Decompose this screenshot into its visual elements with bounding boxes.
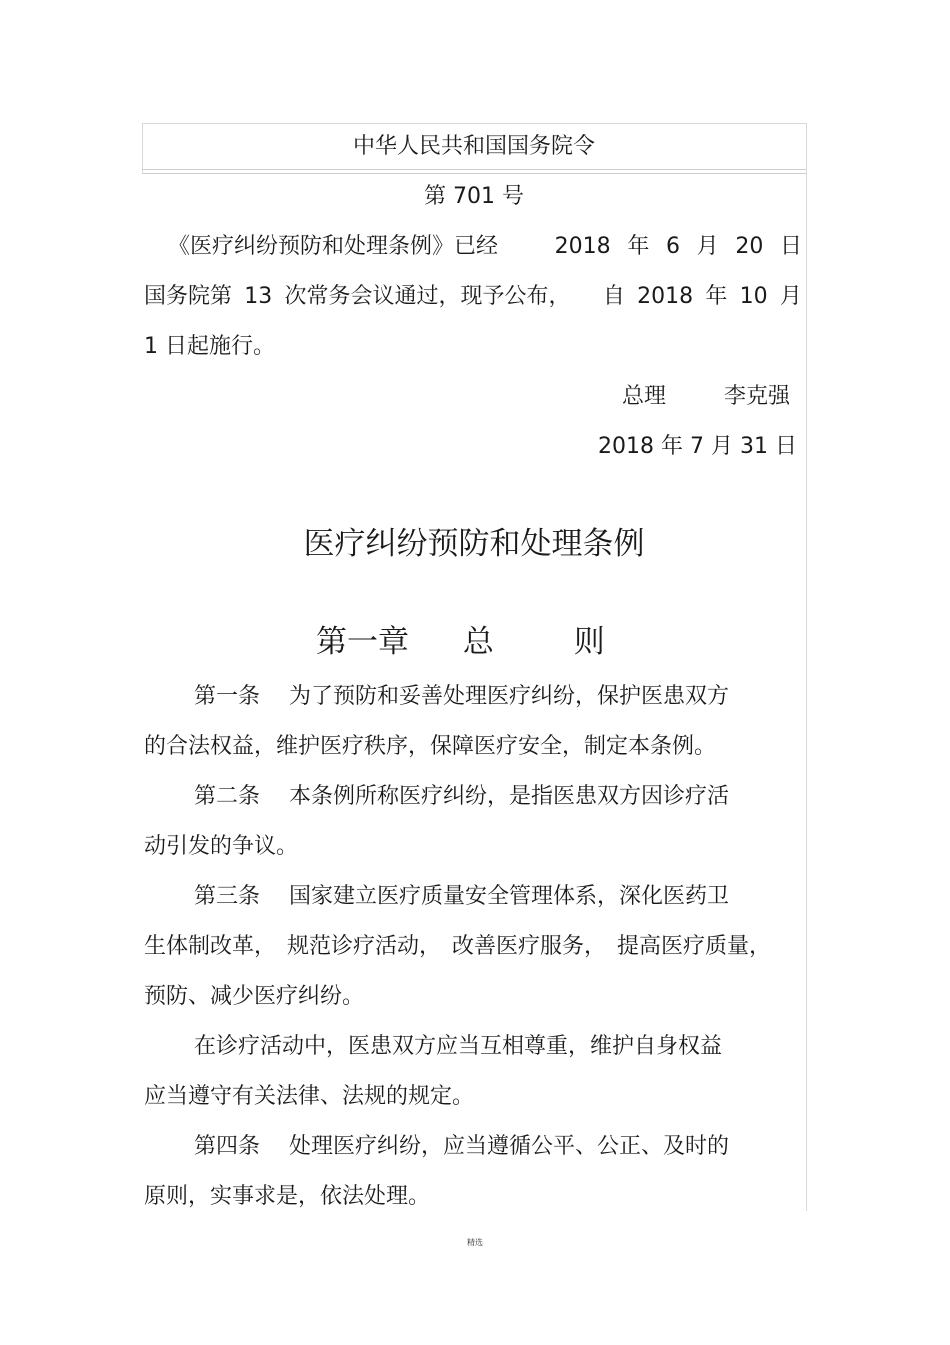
header-double-rule — [142, 169, 806, 174]
chapter-title-char: 总 — [462, 624, 494, 660]
order-line-1-part: 月 — [696, 234, 719, 259]
order-line-1-part: 《医疗纠纷预防和处理条例》已经 — [168, 234, 499, 259]
order-header: 中华人民共和国国务院令 — [352, 134, 595, 159]
page-footer: 精选 — [467, 1238, 483, 1247]
article-line: 预防、减少医疗纠纷。 — [144, 984, 365, 1009]
chapter-heading — [316, 620, 605, 664]
order-line-2-part: 月 — [779, 284, 802, 309]
order-line-1-part: 2018 — [554, 234, 611, 259]
premier-title: 总理 — [622, 384, 667, 409]
order-line-2-part: 次常务会议通过，现予公布， — [284, 284, 571, 309]
order-line-1-part: 20 — [735, 234, 764, 259]
chapter-number: 第一章 — [316, 624, 409, 660]
order-line-1 — [168, 232, 802, 262]
order-line-2-part: 国务院第 — [144, 284, 233, 309]
order-line-2-part: 10 — [739, 284, 768, 309]
article-line: 在诊疗活动中，医患双方应当互相尊重，维护自身权益 — [194, 1034, 723, 1059]
order-line-1-part: 日 — [779, 234, 802, 259]
article-line: 应当遵守有关法律、法规的规定。 — [144, 1084, 475, 1109]
premier-name: 李克强 — [724, 384, 791, 409]
article-line: 第三条 国家建立医疗质量安全管理体系，深化医药卫 — [194, 884, 729, 909]
article-line: 动引发的争议。 — [144, 834, 299, 859]
article-line: 生体制改革， 规范诊疗活动， 改善医疗服务， 提高医疗质量， — [144, 934, 772, 959]
article-line: 原则，实事求是，依法处理。 — [144, 1184, 431, 1209]
article-line: 第四条 处理医疗纠纷，应当遵循公平、公正、及时的 — [194, 1134, 729, 1159]
order-line-1-part: 6 — [666, 234, 680, 259]
order-line-2-part: 自 — [602, 284, 625, 309]
order-line-2-part: 13 — [244, 284, 273, 309]
article-line: 第二条 本条例所称医疗纠纷，是指医患双方因诊疗活 — [194, 784, 729, 809]
order-line-2-part: 年 — [705, 284, 728, 309]
order-number: 第 701 号 — [424, 184, 524, 209]
frame-right-border — [806, 123, 807, 1211]
order-line-1-part: 年 — [627, 234, 650, 259]
order-line-2-part: 2018 — [637, 284, 694, 309]
article-line: 的合法权益，维护医疗秩序，保障医疗安全，制定本条例。 — [144, 734, 717, 759]
order-line-2 — [144, 282, 802, 312]
order-line-3: 1 日起施行。 — [144, 334, 275, 359]
order-date: 2018 年 7 月 31 日 — [598, 434, 797, 459]
article-line: 第一条 为了预防和妥善处理医疗纠纷，保护医患双方 — [194, 684, 729, 709]
frame-top-border — [142, 123, 806, 124]
regulation-title: 医疗纠纷预防和处理条例 — [303, 526, 645, 562]
chapter-title-char: 则 — [573, 624, 605, 660]
